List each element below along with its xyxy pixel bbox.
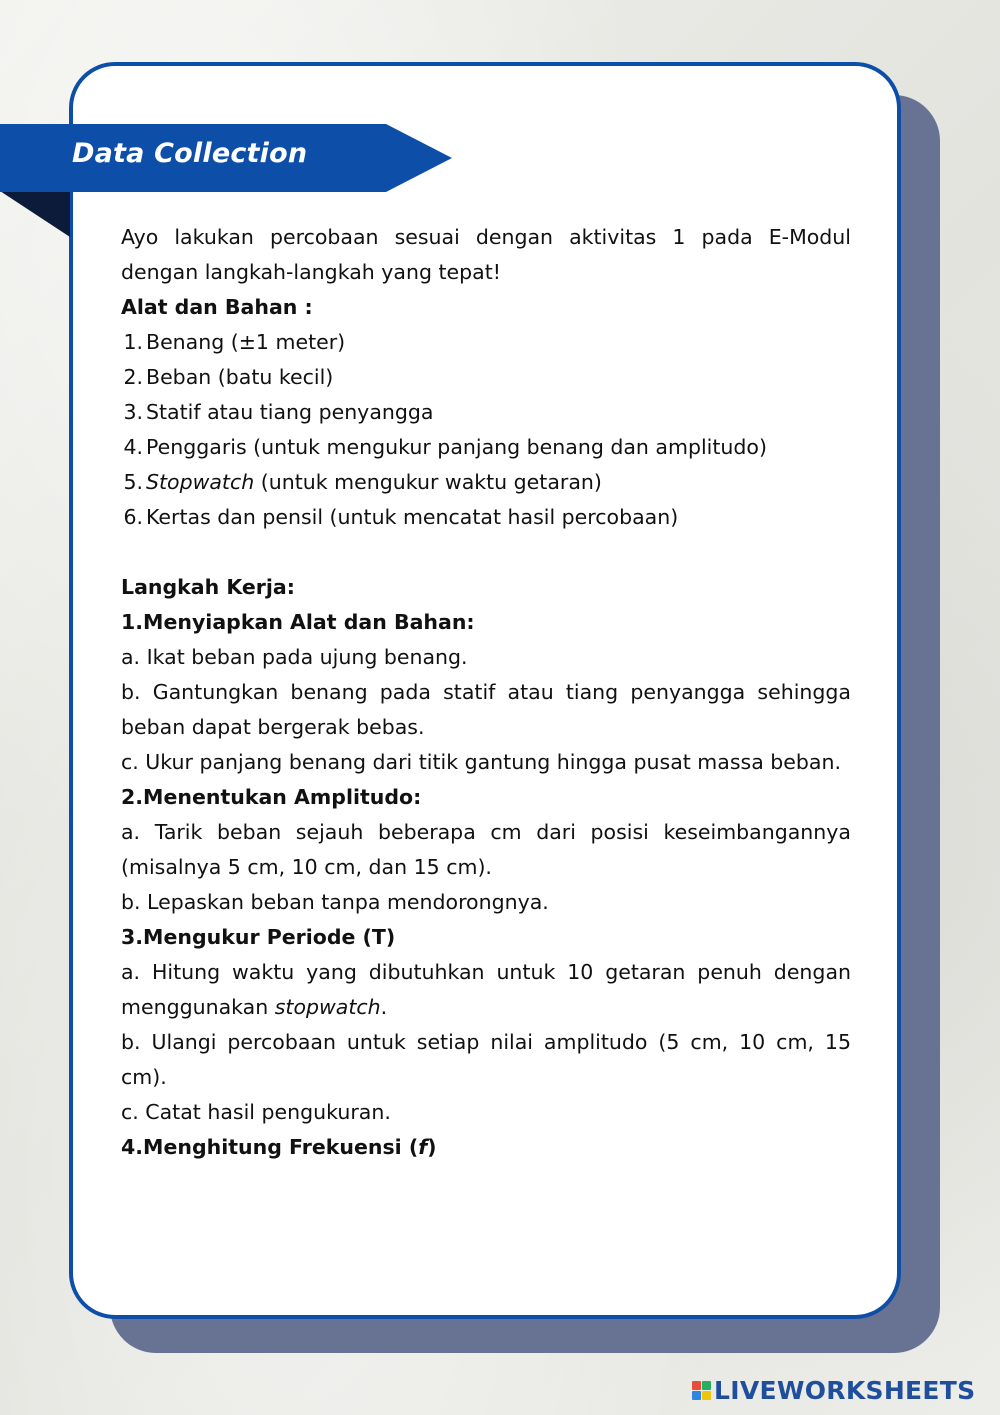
step-1-a: a. Ikat beban pada ujung benang. — [121, 645, 468, 669]
banner-fold — [0, 191, 70, 237]
intro-text: Ayo lakukan percobaan sesuai dengan aktivitas 1 pada E-Modul dengan langkah-langkah yang tepat! — [121, 225, 851, 284]
material-item: 4. Penggaris (untuk mengukur panjang benang dan amplitudo) — [123, 435, 767, 459]
steps-heading: Langkah Kerja: — [121, 575, 295, 599]
content-body — [121, 220, 851, 1165]
logo-square-green — [702, 1381, 711, 1390]
logo-square-yellow — [702, 1391, 711, 1400]
step-2-b: b. Lepaskan beban tanpa mendorongnya. — [121, 890, 549, 914]
step-3-a: a. Hitung waktu yang dibutuhkan untuk 10 getaran penuh dengan menggunakan stopwatch. — [121, 960, 851, 1019]
step-1-b: b. Gantungkan benang pada statif atau tiang penyangga sehingga beban dapat bergerak bebas. — [121, 680, 851, 739]
step-1-c: c. Ukur panjang benang dari titik gantung hingga pusat massa beban. — [121, 750, 841, 774]
logo-text: LIVEWORKSHEETS — [714, 1376, 976, 1405]
step-2-title: 2.Menentukan Amplitudo: — [121, 785, 422, 809]
step-1-title: 1.Menyiapkan Alat dan Bahan: — [121, 610, 475, 634]
liveworksheets-logo[interactable] — [692, 1376, 975, 1405]
page-title: Data Collection — [72, 138, 308, 169]
material-item: 2. Beban (batu kecil) — [123, 365, 334, 389]
material-item: 3. Statif atau tiang penyangga — [123, 400, 434, 424]
logo-grid-icon — [692, 1381, 711, 1400]
step-3-title: 3.Mengukur Periode (T) — [121, 925, 396, 949]
spacer — [121, 535, 851, 570]
material-item: 5. Stopwatch (untuk mengukur waktu getaran) — [123, 470, 602, 494]
logo-square-red — [692, 1381, 701, 1390]
step-4-title: 4.Menghitung Frekuensi (f) — [121, 1135, 437, 1159]
logo-square-blue — [692, 1391, 701, 1400]
step-3-b: b. Ulangi percobaan untuk setiap nilai amplitudo (5 cm, 10 cm, 15 cm). — [121, 1030, 851, 1089]
step-3-c: c. Catat hasil pengukuran. — [121, 1100, 391, 1124]
material-item: 1. Benang (±1 meter) — [123, 330, 346, 354]
step-2-a: a. Tarik beban sejauh beberapa cm dari posisi keseimbangannya (misalnya 5 cm, 10 cm, dan 15 cm). — [121, 820, 851, 879]
materials-heading: Alat dan Bahan : — [121, 295, 313, 319]
material-item: 6. Kertas dan pensil (untuk mencatat hasil percobaan) — [123, 505, 679, 529]
